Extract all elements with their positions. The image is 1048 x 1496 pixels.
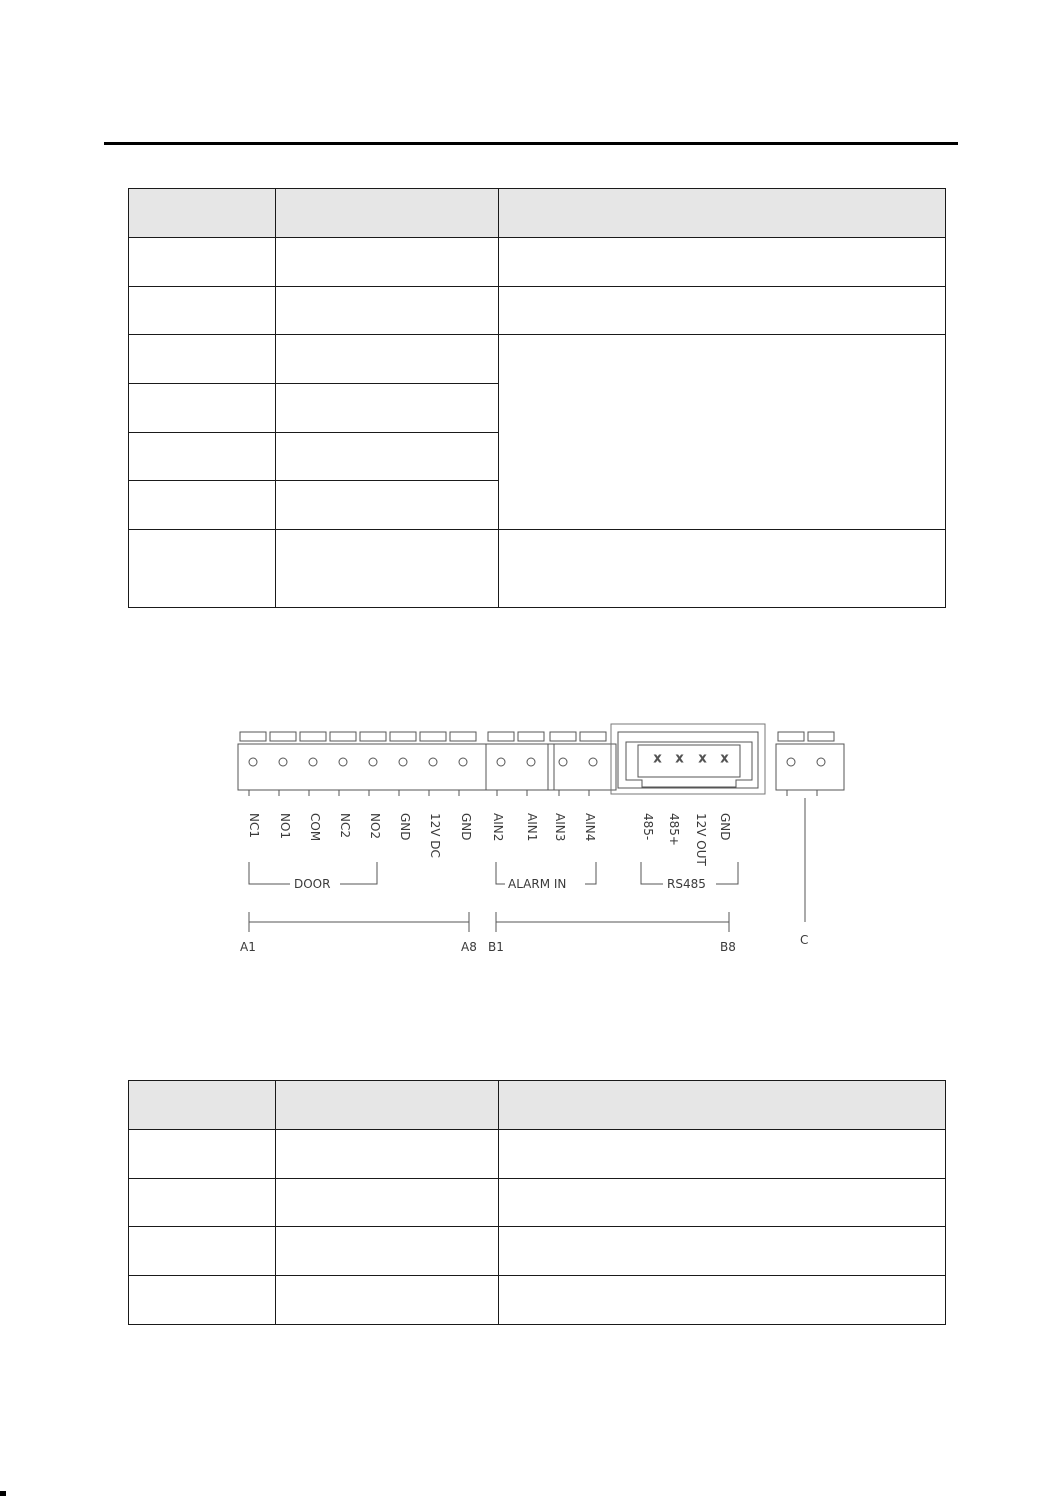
marker-a8: A8 (461, 940, 477, 954)
table-cell (276, 1179, 499, 1227)
terminal-screw (817, 758, 825, 766)
terminal-screw (589, 758, 597, 766)
marker-a1: A1 (240, 940, 256, 954)
pin-mark: x (699, 751, 707, 765)
terminal-connectors (238, 724, 844, 796)
table-cell (129, 1276, 276, 1325)
page-corner-mark (0, 1491, 6, 1496)
terminal-screw (309, 758, 317, 766)
terminal-screw (787, 758, 795, 766)
terminal-screw (527, 758, 535, 766)
door-terminal-block (238, 732, 486, 796)
B-pin-label: AIN4 (583, 813, 597, 842)
rs485-socket (611, 724, 765, 794)
B-pin-label: 485- (641, 813, 655, 841)
alarm-in-terminal-block-2 (548, 732, 616, 796)
rs485-group-label: RS485 (667, 877, 706, 891)
table-cell (129, 1130, 276, 1179)
terminal-screw (279, 758, 287, 766)
pin-labels (247, 813, 732, 867)
pin-mark: x (721, 751, 729, 765)
terminal-screw (559, 758, 567, 766)
table-cell (129, 1227, 276, 1276)
table-cell (499, 1276, 946, 1325)
terminal-screw (459, 758, 467, 766)
table-row (129, 1130, 946, 1179)
terminal-screw (399, 758, 407, 766)
terminal-screw (497, 758, 505, 766)
marker-c: C (800, 933, 809, 947)
A-pin-label: NO1 (278, 813, 292, 840)
table-cell (276, 1081, 499, 1130)
B-pin-label: AIN2 (491, 813, 505, 842)
table-cell (499, 1130, 946, 1179)
pin-mark: x (654, 751, 662, 765)
table-cell (499, 1081, 946, 1130)
A-pin-label: GND (459, 813, 473, 841)
terminal-screw (369, 758, 377, 766)
table-cell (276, 1276, 499, 1325)
table-cell (499, 1179, 946, 1227)
table-header-row (129, 1081, 946, 1130)
c-terminal-block (776, 732, 844, 796)
pin-mark: x (676, 751, 684, 765)
table-row (129, 1227, 946, 1276)
B-pin-label: AIN1 (525, 813, 539, 842)
B-pin-label: GND (718, 813, 732, 841)
alarm-in-terminal-block-1 (486, 732, 554, 796)
B-pin-label: AIN3 (553, 813, 567, 842)
terminal-table-2 (128, 1080, 946, 1325)
marker-b1: B1 (488, 940, 504, 954)
table-row (129, 1179, 946, 1227)
alarm-in-group-label: ALARM IN (508, 877, 567, 891)
A-pin-label: GND (398, 813, 412, 841)
A-pin-label: NC1 (247, 813, 261, 838)
table-cell (129, 1081, 276, 1130)
table-cell (276, 1227, 499, 1276)
terminal-screw (339, 758, 347, 766)
door-group-label: DOOR (294, 877, 331, 891)
A-pin-label: NC2 (338, 813, 352, 838)
terminal-screw (249, 758, 257, 766)
A-pin-label: NO2 (368, 813, 382, 840)
marker-b8: B8 (720, 940, 736, 954)
terminal-screw (429, 758, 437, 766)
table-cell (129, 1179, 276, 1227)
table-cell (499, 1227, 946, 1276)
A-pin-label: 12V DC (428, 813, 442, 858)
A-pin-label: COM (308, 813, 322, 842)
table-row (129, 1276, 946, 1325)
B-pin-label: 12V OUT (694, 813, 708, 866)
table-cell (276, 1130, 499, 1179)
B-pin-label: 485+ (667, 813, 681, 846)
table-2-body (129, 1081, 946, 1325)
